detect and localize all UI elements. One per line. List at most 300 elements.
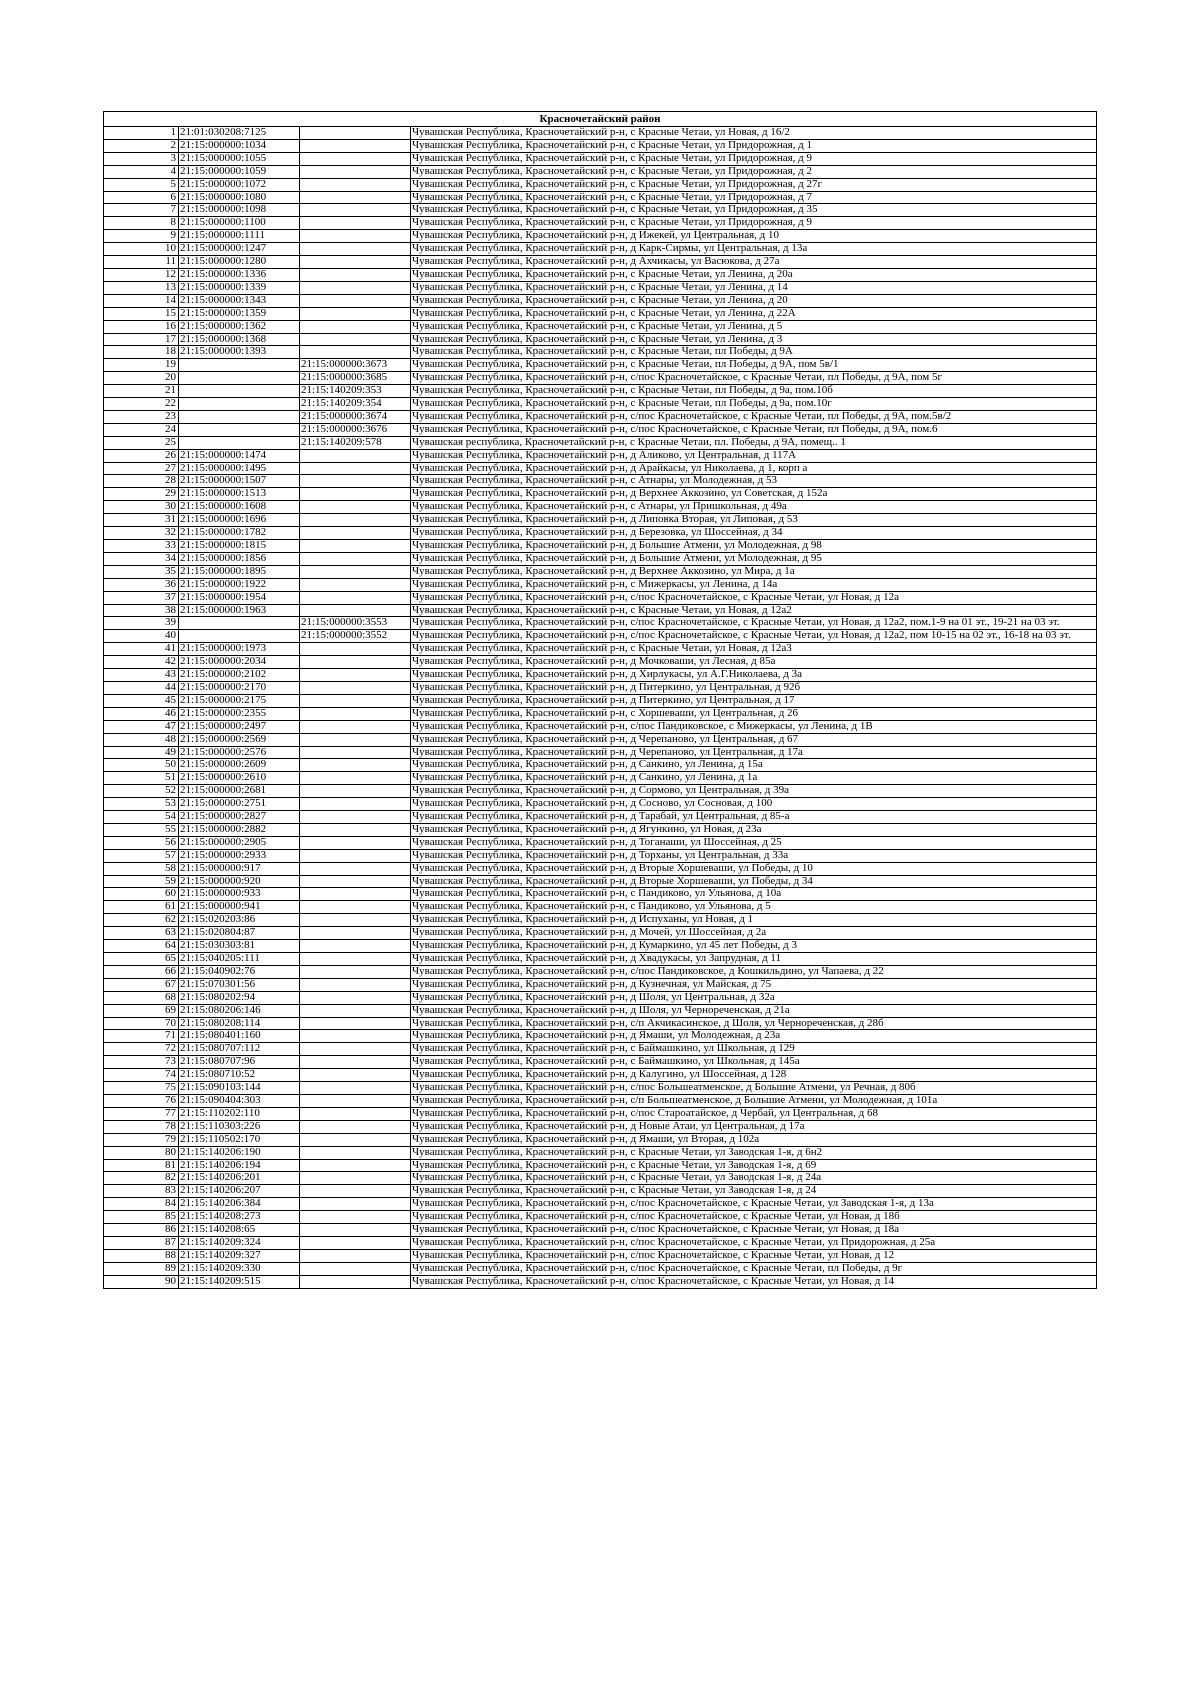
row-number: 72 [104,1043,179,1056]
table-row [104,204,1097,217]
address-cell: Чувашская Республика, Красночетайский р-н, с Красные Четаи, ул Придорожная, д 7 [411,191,1097,204]
cadastral-number-premises [300,823,411,836]
cadastral-number-building: 21:15:000000:2905 [179,836,300,849]
cadastral-number-premises [300,707,411,720]
cadastral-number-premises [300,862,411,875]
cadastral-number-premises [300,230,411,243]
table-row [104,759,1097,772]
address-cell: Чувашская Республика, Красночетайский р-н, с Красные Четаи, ул Новая, д 12а3 [411,643,1097,656]
cadastral-number-building: 21:15:000000:1343 [179,294,300,307]
cadastral-number-premises [300,888,411,901]
cadastral-number-premises: 21:15:000000:3674 [300,410,411,423]
row-number: 48 [104,733,179,746]
row-number: 29 [104,488,179,501]
row-number: 18 [104,346,179,359]
row-number: 3 [104,152,179,165]
row-number: 35 [104,565,179,578]
address-cell: Чувашская Республика, Красночетайский р-н, д Карк-Сирмы, ул Центральная, д 13а [411,243,1097,256]
cadastral-number-building: 21:15:000000:1100 [179,217,300,230]
table-row [104,617,1097,630]
row-number: 51 [104,772,179,785]
cadastral-number-premises [300,591,411,604]
address-cell: Чувашская Республика, Красночетайский р-н, с Красные Четаи, ул Заводская 1-я, д 69 [411,1159,1097,1172]
row-number: 86 [104,1224,179,1237]
row-number: 24 [104,423,179,436]
cadastral-number-premises [300,1198,411,1211]
address-cell: Чувашская Республика, Красночетайский р-н, д Березовка, ул Шоссейная, д 34 [411,527,1097,540]
address-cell: Чувашская Республика, Красночетайский р-н, д Черепаново, ул Центральная, д 67 [411,733,1097,746]
cadastral-number-building: 21:15:000000:2170 [179,681,300,694]
cadastral-number-building: 21:15:140209:324 [179,1236,300,1249]
district-title: Красночетайский район [104,112,1097,127]
address-cell: Чувашская Республика, Красночетайский р-н, д Вторые Хоршеваши, ул Победы, д 34 [411,875,1097,888]
cadastral-number-premises [300,811,411,824]
row-number: 79 [104,1133,179,1146]
address-cell: Чувашская Республика, Красночетайский р-н, с/п Акчикасинское, д Шоля, ул Чернореченская, д 28б [411,1017,1097,1030]
cadastral-number-premises: 21:15:000000:3553 [300,617,411,630]
table-row [104,527,1097,540]
address-cell: Чувашская Республика, Красночетайский р-н, с Красные Четаи, ул Придорожная, д 9 [411,217,1097,230]
cadastral-number-building: 21:15:140209:515 [179,1275,300,1288]
table-row [104,643,1097,656]
row-number: 6 [104,191,179,204]
address-cell: Чувашская Республика, Красночетайский р-н, д Ижекей, ул Центральная, д 10 [411,230,1097,243]
address-cell: Чувашская Республика, Красночетайский р-н, с/пос Большеатменское, д Большие Атмени, ул Речная, д 80б [411,1082,1097,1095]
row-number: 89 [104,1262,179,1275]
address-cell: Чувашская Республика, Красночетайский р-н, с/пос Красночетайское, с Красные Четаи, ул Новая, д 18б [411,1211,1097,1224]
table-row [104,927,1097,940]
row-number: 84 [104,1198,179,1211]
address-cell: Чувашская Республика, Красночетайский р-н, д Санкино, ул Ленина, д 1а [411,772,1097,785]
cadastral-number-building: 21:15:040205:111 [179,953,300,966]
address-cell: Чувашская Республика, Красночетайский р-н, с Красные Четаи, ул Ленина, д 22А [411,307,1097,320]
table-row [104,320,1097,333]
address-cell: Чувашская Республика, Красночетайский р-н, с/пос Красночетайское, с Красные Четаи, пл Победы, д 9А, пом 5г [411,372,1097,385]
cadastral-number-building: 21:15:110202:110 [179,1107,300,1120]
row-number: 34 [104,552,179,565]
cadastral-number-building: 21:15:030303:81 [179,940,300,953]
row-number: 71 [104,1030,179,1043]
cadastral-number-building: 21:15:080202:94 [179,991,300,1004]
cadastral-number-premises [300,759,411,772]
address-cell: Чувашская Республика, Красночетайский р-н, д Сосново, ул Сосновая, д 100 [411,798,1097,811]
row-number: 5 [104,178,179,191]
cadastral-number-building: 21:15:000000:1368 [179,333,300,346]
cadastral-number-building: 21:15:000000:941 [179,901,300,914]
row-number: 63 [104,927,179,940]
cadastral-number-building: 21:15:080707:112 [179,1043,300,1056]
row-number: 33 [104,540,179,553]
cadastral-number-building: 21:15:110502:170 [179,1133,300,1146]
cadastral-number-building: 21:15:000000:1954 [179,591,300,604]
address-cell: Чувашская Республика, Красночетайский р-н, д Тарабай, ул Центральная, д 85-а [411,811,1097,824]
cadastral-number-building: 21:15:080206:146 [179,1004,300,1017]
address-cell: Чувашская Республика, Красночетайский р-н, с Красные Четаи, ул Новая, д 12а2 [411,604,1097,617]
cadastral-number-premises [300,656,411,669]
cadastral-number-premises: 21:15:140209:578 [300,436,411,449]
address-cell: Чувашская Республика, Красночетайский р-н, д Шоля, ул Центральная, д 32а [411,991,1097,1004]
cadastral-number-building: 21:15:000000:1507 [179,475,300,488]
cadastral-number-building: 21:15:070301:56 [179,978,300,991]
row-number: 58 [104,862,179,875]
address-cell: Чувашская Республика, Красночетайский р-н, д Большие Атмени, ул Молодежная, д 98 [411,540,1097,553]
row-number: 56 [104,836,179,849]
address-cell: Чувашская Республика, Красночетайский р-н, с/пос Красночетайское, с Красные Четаи, пл Победы, д 9г [411,1262,1097,1275]
cadastral-number-premises: 21:15:000000:3673 [300,359,411,372]
cadastral-number-premises [300,1017,411,1030]
cadastral-number-building: 21:15:140209:327 [179,1249,300,1262]
address-cell: Чувашская Республика, Красночетайский р-н, д Липовка Вторая, ул Липовая, д 53 [411,514,1097,527]
cadastral-number-building [179,423,300,436]
table-row [104,1056,1097,1069]
table-row [104,901,1097,914]
cadastral-number-building: 21:15:000000:1359 [179,307,300,320]
address-cell: Чувашская Республика, Красночетайский р-н, д Калугино, ул Шоссейная, д 128 [411,1069,1097,1082]
address-cell: Чувашская Республика, Красночетайский р-н, д Ямаши, ул Вторая, д 102а [411,1133,1097,1146]
cadastral-number-building: 21:15:000000:1474 [179,449,300,462]
table-row [104,1107,1097,1120]
table-row [104,1262,1097,1275]
address-cell: Чувашская Республика, Красночетайский р-н, с Красные Четаи, ул Ленина, д 14 [411,281,1097,294]
row-number: 32 [104,527,179,540]
row-number: 4 [104,165,179,178]
address-cell: Чувашская Республика, Красночетайский р-н, д Верхнее Аккозино, ул Советская, д 152а [411,488,1097,501]
cadastral-number-premises [300,798,411,811]
row-number: 65 [104,953,179,966]
row-number: 82 [104,1172,179,1185]
cadastral-number-premises [300,191,411,204]
table-row [104,178,1097,191]
table-row [104,707,1097,720]
cadastral-number-building: 21:15:000000:1059 [179,165,300,178]
cadastral-number-premises: 21:15:000000:3685 [300,372,411,385]
cadastral-number-building: 21:15:000000:1362 [179,320,300,333]
address-cell: Чувашская Республика, Красночетайский р-н, с Красные Четаи, ул Ленина, д 20а [411,268,1097,281]
cadastral-number-premises [300,1056,411,1069]
cadastral-number-building: 21:15:110303:226 [179,1120,300,1133]
row-number: 28 [104,475,179,488]
row-number: 54 [104,811,179,824]
row-number: 60 [104,888,179,901]
cadastral-number-building: 21:15:000000:917 [179,862,300,875]
cadastral-number-building: 21:15:090103:144 [179,1082,300,1095]
cadastral-number-premises [300,643,411,656]
row-number: 81 [104,1159,179,1172]
row-number: 50 [104,759,179,772]
table-row [104,978,1097,991]
cadastral-number-premises [300,746,411,759]
cadastral-number-building: 21:15:000000:2827 [179,811,300,824]
table-row [104,385,1097,398]
cadastral-number-premises [300,320,411,333]
address-cell: Чувашская Республика, Красночетайский р-н, с/пос Красночетайское, с Красные Четаи, ул Новая, д 12а [411,591,1097,604]
cadastral-number-premises [300,720,411,733]
row-number: 57 [104,849,179,862]
row-number: 74 [104,1069,179,1082]
row-number: 7 [104,204,179,217]
table-row [104,1082,1097,1095]
address-cell: Чувашская Республика, Красночетайский р-н, д Тоганаши, ул Шоссейная, д 25 [411,836,1097,849]
address-cell: Чувашская Республика, Красночетайский р-н, с Атнары, ул Молодежная, д 53 [411,475,1097,488]
cadastral-number-premises [300,514,411,527]
table-row [104,1004,1097,1017]
table-row [104,1185,1097,1198]
cadastral-number-premises [300,1069,411,1082]
table-row [104,746,1097,759]
table-row [104,669,1097,682]
cadastral-number-premises [300,1249,411,1262]
table-row [104,230,1097,243]
table-row [104,462,1097,475]
address-cell: Чувашская Республика, Красночетайский р-н, с Красные Четаи, ул Ленина, д 3 [411,333,1097,346]
cadastral-number-premises [300,1120,411,1133]
address-cell: Чувашская Республика, Красночетайский р-н, с/п Большеатменское, д Большие Атмени, ул Молодежная, д 101а [411,1094,1097,1107]
cadastral-number-premises [300,178,411,191]
property-table [103,111,1097,1289]
row-number: 41 [104,643,179,656]
address-cell: Чувашская Республика, Красночетайский р-н, д Испуханы, ул Новая, д 1 [411,914,1097,927]
address-cell: Чувашская Республика, Красночетайский р-н, д Верхнее Аккозино, ул Мира, д 1а [411,565,1097,578]
table-row [104,578,1097,591]
table-row [104,514,1097,527]
table-row [104,694,1097,707]
row-number: 11 [104,256,179,269]
address-cell: Чувашская Республика, Красночетайский р-н, с Красные Четаи, ул Ленина, д 20 [411,294,1097,307]
table-row [104,836,1097,849]
address-cell: Чувашская Республика, Красночетайский р-н, с/пос Красночетайское, с Красные Четаи, ул Новая, д 14 [411,1275,1097,1288]
table-row [104,785,1097,798]
address-cell: Чувашская Республика, Красночетайский р-н, с Хоршеваши, ул Центральная, д 26 [411,707,1097,720]
address-cell: Чувашская Республика, Красночетайский р-н, д Питеркино, ул Центральная, д 92б [411,681,1097,694]
table-row [104,1275,1097,1288]
cadastral-number-premises [300,1043,411,1056]
address-cell: Чувашская Республика, Красночетайский р-н, д Вторые Хоршеваши, ул Победы, д 10 [411,862,1097,875]
cadastral-number-premises [300,527,411,540]
cadastral-number-premises [300,139,411,152]
cadastral-number-premises [300,733,411,746]
cadastral-number-building: 21:15:080707:96 [179,1056,300,1069]
address-cell: Чувашская Республика, Красночетайский р-н, д Ахчикасы, ул Васюкова, д 27а [411,256,1097,269]
table-row [104,604,1097,617]
address-cell: Чувашская Республика, Красночетайский р-н, с/пос Красночетайское, с Красные Четаи, пл Победы, д 9А, пом.5в/2 [411,410,1097,423]
cadastral-number-building: 21:15:000000:1856 [179,552,300,565]
table-row [104,423,1097,436]
address-cell: Чувашская Республика, Красночетайский р-н, д Большие Атмени, ул Молодежная, д 95 [411,552,1097,565]
address-cell: Чувашская Республика, Красночетайский р-н, д Хвадукасы, ул Запрудная, д 11 [411,953,1097,966]
row-number: 66 [104,965,179,978]
row-number: 14 [104,294,179,307]
row-number: 69 [104,1004,179,1017]
table-row [104,191,1097,204]
row-number: 64 [104,940,179,953]
table-row [104,139,1097,152]
table-row [104,256,1097,269]
table-row [104,914,1097,927]
address-cell: Чувашская Республика, Красночетайский р-н, с Красные Четаи, ул Ленина, д 5 [411,320,1097,333]
row-number: 27 [104,462,179,475]
table-row [104,540,1097,553]
cadastral-number-building: 21:15:020203:86 [179,914,300,927]
row-number: 87 [104,1236,179,1249]
address-cell: Чувашская Республика, Красночетайский р-н, с/пос Пандиковское, д Кошкильдино, ул Чапаева, д 22 [411,965,1097,978]
table-row [104,333,1097,346]
table-row [104,940,1097,953]
cadastral-number-building: 21:15:000000:933 [179,888,300,901]
table-row [104,398,1097,411]
row-number: 61 [104,901,179,914]
table-row [104,565,1097,578]
cadastral-number-premises [300,307,411,320]
row-number: 77 [104,1107,179,1120]
cadastral-number-building: 21:15:000000:2569 [179,733,300,746]
cadastral-number-building: 21:15:000000:2681 [179,785,300,798]
address-cell: Чувашская Республика, Красночетайский р-н, с Пандиково, ул Ульянова, д 10а [411,888,1097,901]
cadastral-number-building: 21:15:000000:2175 [179,694,300,707]
table-row [104,1224,1097,1237]
cadastral-number-premises [300,1211,411,1224]
cadastral-number-building [179,410,300,423]
table-row [104,165,1097,178]
row-number: 76 [104,1094,179,1107]
cadastral-number-premises [300,333,411,346]
cadastral-number-premises [300,1159,411,1172]
cadastral-number-premises [300,1224,411,1237]
table-row [104,127,1097,140]
table-row [104,294,1097,307]
table-row [104,410,1097,423]
cadastral-number-building: 21:15:140206:384 [179,1198,300,1211]
row-number: 38 [104,604,179,617]
table-row [104,359,1097,372]
row-number: 88 [104,1249,179,1262]
cadastral-number-premises [300,901,411,914]
cadastral-number-building: 21:15:000000:2102 [179,669,300,682]
address-cell: Чувашская Республика, Красночетайский р-н, с/пос Красночетайское, с Красные Четаи, ул Придорожная, д 25а [411,1236,1097,1249]
row-number: 12 [104,268,179,281]
row-number: 20 [104,372,179,385]
address-cell: Чувашская Республика, Красночетайский р-н, с Красные Четаи, пл Победы, д 9А, пом 5в/1 [411,359,1097,372]
address-cell: Чувашская Республика, Красночетайский р-н, д Ямаши, ул Молодежная, д 23а [411,1030,1097,1043]
table-row [104,656,1097,669]
table-row [104,307,1097,320]
table-row [104,849,1097,862]
cadastral-number-premises [300,953,411,966]
cadastral-number-premises [300,501,411,514]
row-number: 55 [104,823,179,836]
address-cell: Чувашская Республика, Красночетайский р-н, с Пандиково, ул Ульянова, д 5 [411,901,1097,914]
cadastral-number-premises [300,552,411,565]
cadastral-number-building [179,617,300,630]
cadastral-number-building: 21:15:000000:2933 [179,849,300,862]
cadastral-number-building [179,436,300,449]
table-row [104,681,1097,694]
table-row [104,630,1097,643]
table-row [104,217,1097,230]
address-cell: Чувашская Республика, Красночетайский р-н, д Санкино, ул Ленина, д 15а [411,759,1097,772]
cadastral-number-premises [300,978,411,991]
table-row [104,1120,1097,1133]
cadastral-number-premises: 21:15:140209:354 [300,398,411,411]
cadastral-number-building: 21:15:000000:2610 [179,772,300,785]
cadastral-number-building: 21:15:000000:1072 [179,178,300,191]
row-number: 42 [104,656,179,669]
table-row [104,436,1097,449]
cadastral-number-building [179,630,300,643]
cadastral-number-premises: 21:15:000000:3676 [300,423,411,436]
cadastral-number-building: 21:15:020804:87 [179,927,300,940]
cadastral-number-building: 21:15:000000:2751 [179,798,300,811]
cadastral-number-building: 21:15:000000:1895 [179,565,300,578]
cadastral-number-premises [300,540,411,553]
cadastral-number-building: 21:15:000000:1247 [179,243,300,256]
cadastral-number-premises [300,565,411,578]
table-row [104,1211,1097,1224]
cadastral-number-building: 21:15:000000:1055 [179,152,300,165]
cadastral-number-premises [300,1107,411,1120]
address-cell: Чувашская Республика, Красночетайский р-н, с Красные Четаи, ул Заводская 1-я, д 24а [411,1172,1097,1185]
table-row [104,811,1097,824]
cadastral-number-premises [300,256,411,269]
cadastral-number-building: 21:15:090404:303 [179,1094,300,1107]
cadastral-number-building: 21:15:000000:1080 [179,191,300,204]
cadastral-number-building: 21:15:140208:65 [179,1224,300,1237]
cadastral-number-building: 21:15:000000:1098 [179,204,300,217]
row-number: 2 [104,139,179,152]
cadastral-number-premises [300,127,411,140]
cadastral-number-building: 21:15:140208:273 [179,1211,300,1224]
cadastral-number-premises [300,281,411,294]
cadastral-number-premises [300,669,411,682]
table-row [104,875,1097,888]
table-row [104,888,1097,901]
address-cell: Чувашская Республика, Красночетайский р-н, д Кумаркино, ул 45 лет Победы, д 3 [411,940,1097,953]
table-row [104,152,1097,165]
row-number: 47 [104,720,179,733]
table-row [104,823,1097,836]
cadastral-number-building [179,372,300,385]
table-row [104,281,1097,294]
address-cell: Чувашская Республика, Красночетайский р-н, с/пос Красночетайское, с Красные Четаи, ул Новая, д 12а2, пом.1-9 на 01 эт., 19-21 на 03 эт. [411,617,1097,630]
table-row [104,1249,1097,1262]
row-number: 19 [104,359,179,372]
table-row [104,953,1097,966]
address-cell: Чувашская Республика, Красночетайский р-н, с/пос Красночетайское, с Красные Четаи, ул Новая, д 18а [411,1224,1097,1237]
address-cell: Чувашская Республика, Красночетайский р-н, с Красные Четаи, ул Придорожная, д 9 [411,152,1097,165]
address-cell: Чувашская Республика, Красночетайский р-н, с/пос Красночетайское, с Красные Четаи, ул Заводская 1-я, д 13а [411,1198,1097,1211]
cadastral-number-premises [300,243,411,256]
cadastral-number-premises [300,217,411,230]
address-cell: Чувашская Республика, Красночетайский р-н, с Баймашкино, ул Школьная, д 145а [411,1056,1097,1069]
address-cell: Чувашская Республика, Красночетайский р-н, с Красные Четаи, ул Придорожная, д 2 [411,165,1097,178]
row-number: 8 [104,217,179,230]
row-number: 78 [104,1120,179,1133]
cadastral-number-premises [300,1172,411,1185]
cadastral-number-building: 21:15:000000:1280 [179,256,300,269]
cadastral-number-premises [300,475,411,488]
cadastral-number-premises [300,849,411,862]
address-cell: Чувашская Республика, Красночетайский р-н, д Черепаново, ул Центральная, д 17а [411,746,1097,759]
table-row [104,1017,1097,1030]
table-title-row [104,112,1097,127]
row-number: 53 [104,798,179,811]
cadastral-number-building: 21:15:000000:2882 [179,823,300,836]
address-cell: Чувашская Республика, Красночетайский р-н, д Питеркино, ул Центральная, д 17 [411,694,1097,707]
cadastral-number-building: 21:15:140209:330 [179,1262,300,1275]
cadastral-number-premises: 21:15:000000:3552 [300,630,411,643]
cadastral-number-building: 21:15:000000:1339 [179,281,300,294]
row-number: 36 [104,578,179,591]
address-cell: Чувашская Республика, Красночетайский р-н, с Мижеркасы, ул Ленина, д 14а [411,578,1097,591]
